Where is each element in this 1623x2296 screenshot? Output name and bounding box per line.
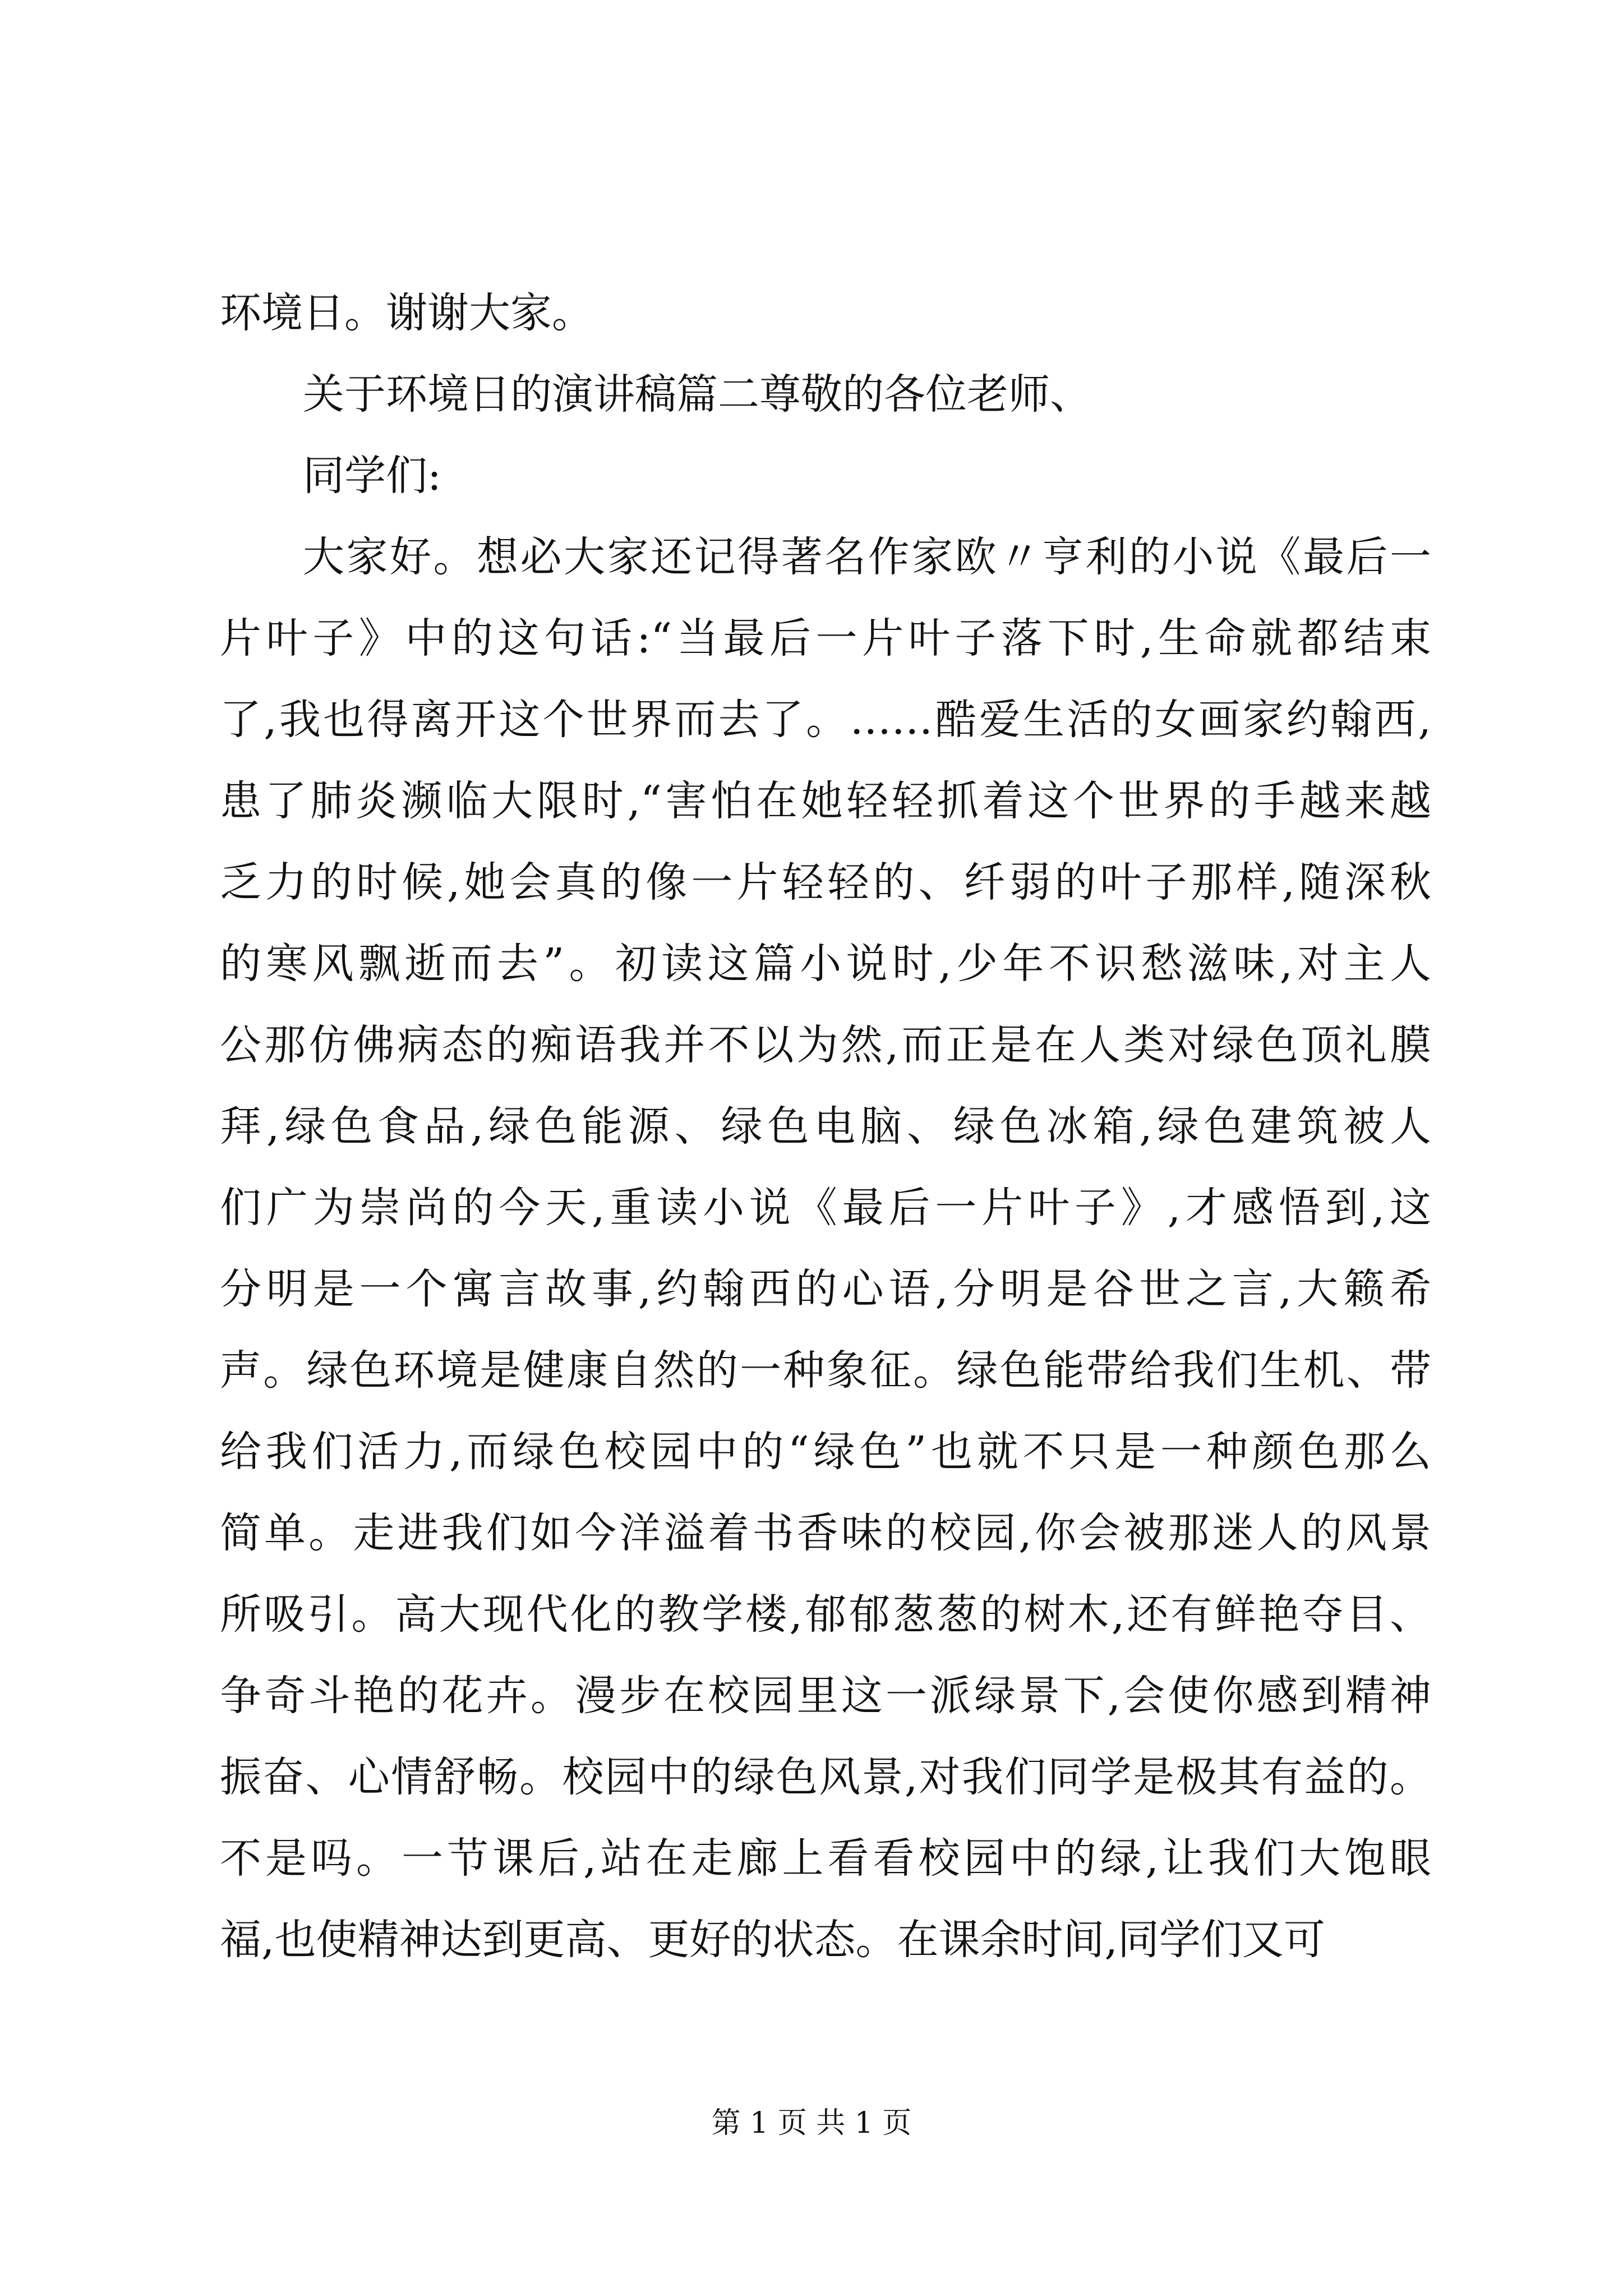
text-line: 振奋、心情舒畅。校园中的绿色风景,对我们同学是极其有益的。: [220, 1753, 1431, 1801]
text-line: 不是吗。一节课后,站在走廊上看看校园中的绿,让我们大饱眼: [220, 1834, 1431, 1883]
text-line: 简单。走进我们如今洋溢着书香味的校园,你会被那迷人的风景: [220, 1509, 1431, 1557]
text-line: 争奇斗艳的花卉。漫步在校园里这一派绿景下,会使你感到精神: [220, 1672, 1431, 1720]
body-text: [220, 273, 1431, 1981]
page-number-label: 第 1 页 共 1 页: [711, 2106, 912, 2140]
salutation-line: 同学们:: [303, 452, 441, 500]
text-line: 患了肺炎濒临大限时,“害怕在她轻轻抓着这个世界的手越来越: [220, 777, 1431, 825]
text-line: 公那仿佛病态的痴语我并不以为然,而正是在人类对绿色顶礼膜: [220, 1021, 1431, 1069]
text-line: 拜,绿色食品,绿色能源、绿色电脑、绿色冰箱,绿色建筑被人: [220, 1102, 1431, 1151]
page-footer: [0, 2104, 1623, 2143]
text-line: 环境日。谢谢大家。: [220, 289, 593, 337]
text-line: 声。绿色环境是健康自然的一种象征。绿色能带给我们生机、带: [220, 1346, 1431, 1395]
text-line: 所吸引。高大现代化的教学楼,郁郁葱葱的树木,还有鲜艳夺目、: [220, 1590, 1431, 1639]
text-line: 片叶子》中的这句话:“当最后一片叶子落下时,生命就都结束: [220, 614, 1431, 662]
text-line: 大家好。想必大家还记得著名作家欧〃亨利的小说《最后一: [303, 533, 1431, 581]
text-line: 们广为崇尚的今天,重读小说《最后一片叶子》,才感悟到,这: [220, 1184, 1431, 1232]
text-line: 福,也使精神达到更高、更好的状态。在课余时间,同学们又可: [220, 1916, 1326, 1964]
text-line: 给我们活力,而绿色校园中的“绿色”也就不只是一种颜色那么: [220, 1428, 1431, 1476]
text-line: 了,我也得离开这个世界而去了。……酷爱生活的女画家约翰西,: [220, 696, 1431, 744]
text-line: 分明是一个寓言故事,约翰西的心语,分明是谷世之言,大籁希: [220, 1265, 1431, 1313]
paragraph-heading-line: 关于环境日的演讲稿篇二尊敬的各位老师、: [303, 370, 1091, 418]
text-line: 的寒风飘逝而去”。初读这篇小说时,少年不识愁滋味,对主人: [220, 940, 1431, 988]
text-line: 乏力的时候,她会真的像一片轻轻的、纤弱的叶子那样,随深秋: [220, 858, 1431, 907]
